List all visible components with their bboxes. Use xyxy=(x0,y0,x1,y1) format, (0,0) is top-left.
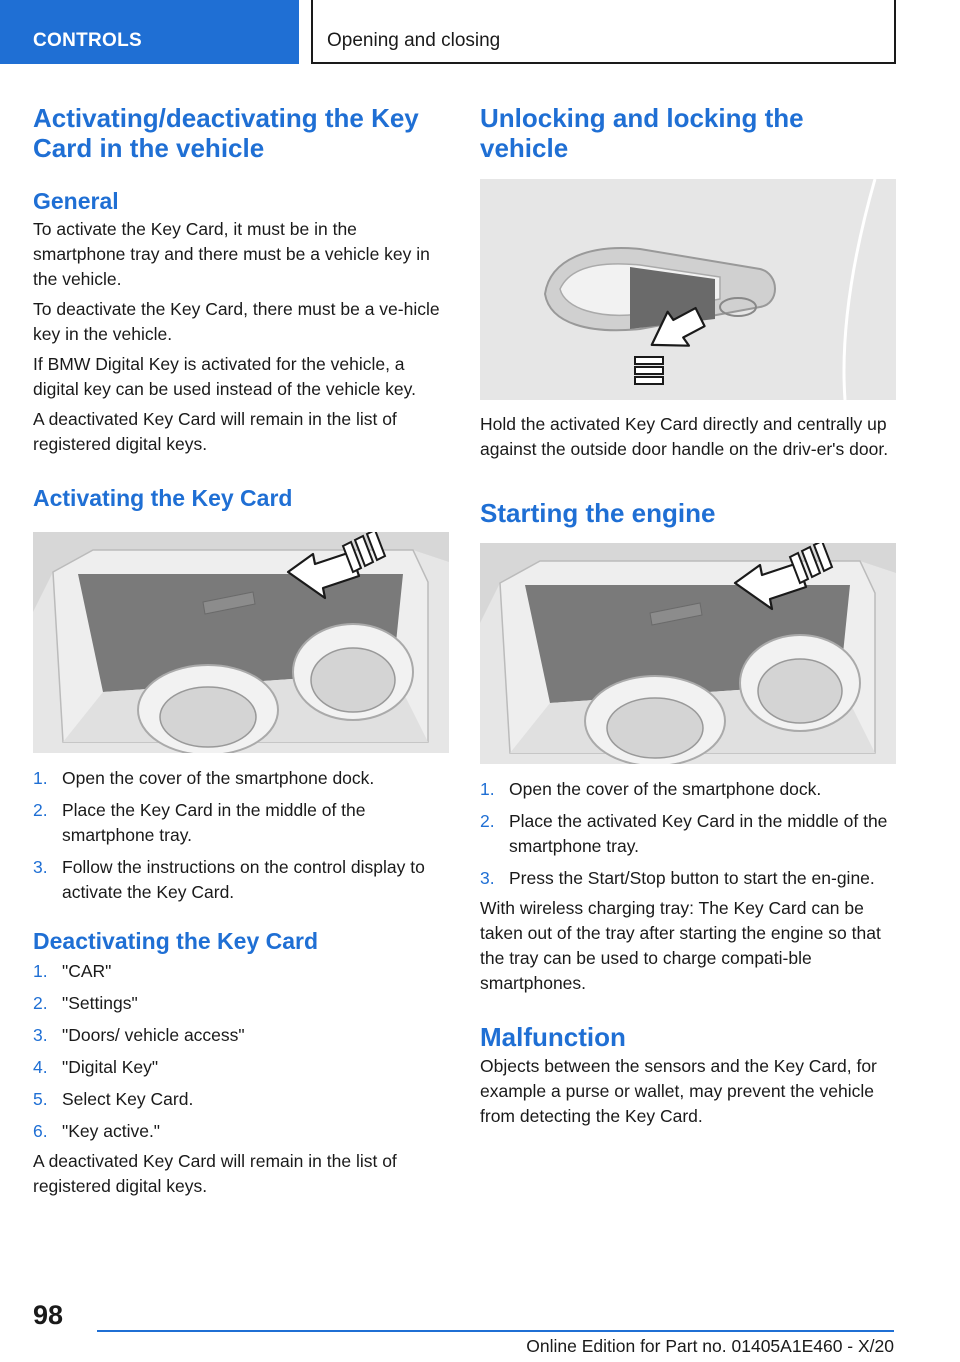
deactivating-note: A deactivated Key Card will remain in the list of registered digital keys. xyxy=(33,1151,397,1196)
activating-steps xyxy=(33,766,449,905)
malfunction-heading: Malfunction xyxy=(480,1022,626,1052)
activating-heading: Activating the Key Card xyxy=(33,485,293,511)
deactivating-heading: Deactivating the Key Card xyxy=(33,928,319,954)
page-number: 98 xyxy=(33,1300,64,1330)
general-paragraph-1: To activate the Key Card, it must be in the smartphone tray and there must be a vehicle key in the vehicle. xyxy=(33,219,430,289)
section-label: CONTROLS xyxy=(33,30,143,51)
door-handle-illustration xyxy=(480,179,896,400)
list-item: 5. Select Key Card. xyxy=(33,1089,194,1109)
list-item: 2. Place the Key Card in the middle of the smartphone tray. xyxy=(33,800,366,845)
section-tab xyxy=(0,0,299,64)
list-item: 3. Follow the instructions on the control display to activate the Key Card. xyxy=(33,857,425,902)
footer-divider xyxy=(97,1330,894,1332)
list-item: 1. Open the cover of the smartphone dock. xyxy=(33,768,375,788)
list-item: 3. "Doors/ vehicle access" xyxy=(33,1025,245,1045)
key-card-title: Activating/deactivating the Key Card in the vehicle xyxy=(33,103,419,163)
chapter-tab xyxy=(311,0,896,64)
chapter-label: Opening and closing xyxy=(327,30,501,51)
right-column xyxy=(480,103,896,1129)
list-item: 2. Place the activated Key Card in the middle of the smartphone tray. xyxy=(480,811,888,856)
deactivating-steps xyxy=(33,959,449,1144)
list-item: 2. "Settings" xyxy=(33,993,138,1013)
starting-note: With wireless charging tray: The Key Card can be taken out of the tray after starting the engine so that the tray can be used to charge compati‐ble smartphones. xyxy=(480,898,881,993)
list-item: 3. Press the Start/Stop button to start the en‐gine. xyxy=(480,868,875,888)
unlocking-text: Hold the activated Key Card directly and centrally up against the outside door handle on the driv‐er's door. xyxy=(480,414,889,459)
list-item: 1. "CAR" xyxy=(33,961,112,981)
general-paragraph-2: To deactivate the Key Card, there must be a ve‐hicle key in the vehicle. xyxy=(33,299,440,344)
left-column xyxy=(33,103,449,1199)
general-heading: General xyxy=(33,188,119,214)
general-paragraph-4: A deactivated Key Card will remain in the list of registered digital keys. xyxy=(33,409,397,454)
malfunction-text: Objects between the sensors and the Key Card, for example a purse or wallet, may prevent the vehicle from detecting the Key Card. xyxy=(480,1056,877,1126)
list-item: 4. "Digital Key" xyxy=(33,1057,159,1077)
smartphone-tray-engine-illustration xyxy=(480,543,896,764)
starting-steps xyxy=(480,777,896,891)
starting-heading: Starting the engine xyxy=(480,498,716,528)
list-item: 6. "Key active." xyxy=(33,1121,161,1141)
general-paragraph-3: If BMW Digital Key is activated for the vehicle, a digital key can be used instead of the vehicle key. xyxy=(33,354,416,399)
smartphone-tray-illustration xyxy=(33,532,449,753)
unlocking-title: Unlocking and locking the vehicle xyxy=(480,103,804,163)
edition-text: Online Edition for Part no. 01405A1E460 - X/20 xyxy=(526,1336,894,1356)
list-item: 1. Open the cover of the smartphone dock. xyxy=(480,779,822,799)
